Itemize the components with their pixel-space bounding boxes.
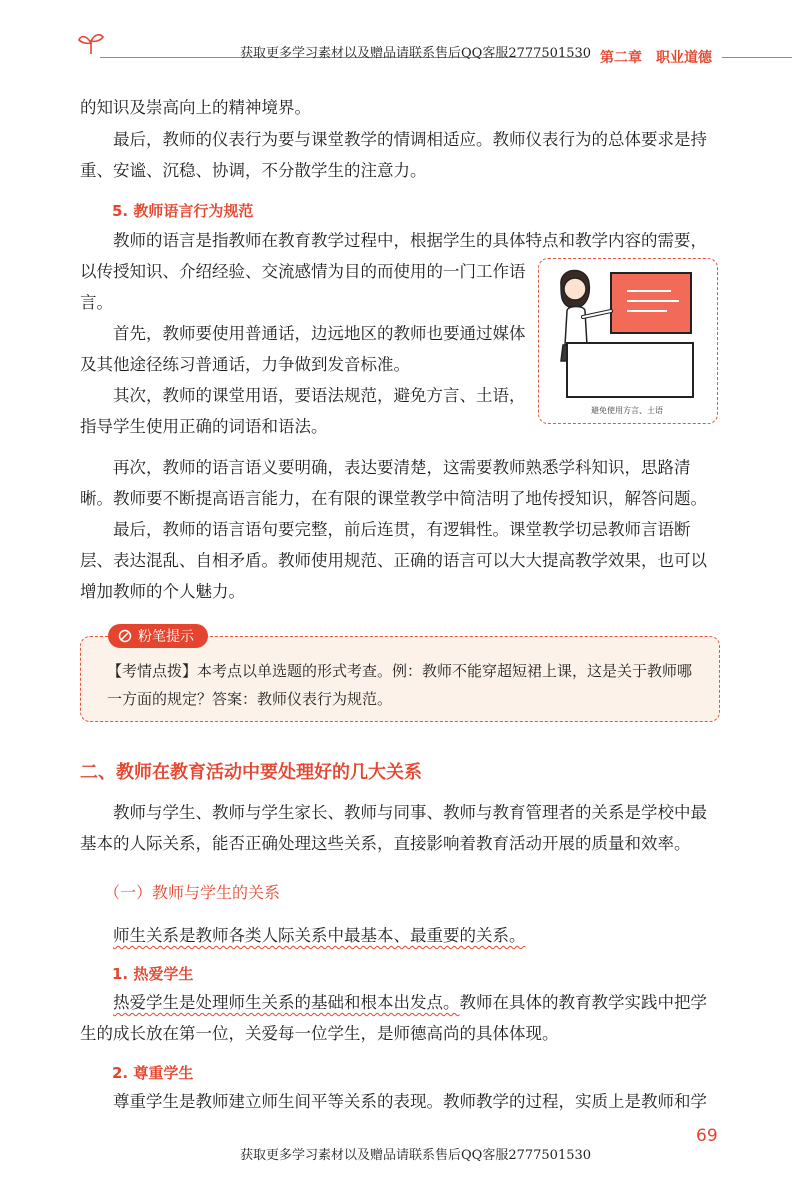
paragraph-continuation: 的知识及崇高向上的精神境界。 (80, 98, 311, 117)
chapter-title: 第二章 职业道德 (600, 50, 712, 66)
tip-label-pill (108, 624, 208, 648)
heading-respect-students: 2. 尊重学生 (112, 1064, 194, 1082)
paragraph-mandarin: 首先，教师要使用普通话，边远地区的教师也要通过媒体及其他途径练习普通话，力争做到发音标准。 (80, 324, 526, 374)
heading-language-norms: 5. 教师语言行为规范 (112, 202, 254, 220)
paragraph-respect-students: 尊重学生是教师建立师生间平等关系的表现。教师教学的过程，实质上是教师和学 (113, 1092, 707, 1111)
paragraph-appearance: 最后，教师的仪表行为要与课堂教学的情调相适应。教师仪表行为的总体要求是持重、安谧、沉稳、协调，不分散学生的注意力。 (80, 130, 707, 180)
tip-label: 粉笔提示 (138, 629, 194, 645)
core-relation-underlined: 师生关系是教师各类人际关系中最基本、最重要的关系。 (113, 926, 526, 945)
tip-tag: 【考情点拨】 (107, 662, 198, 680)
teacher-illustration (539, 259, 717, 399)
subsection-teacher-student: （一）教师与学生的关系 (104, 883, 281, 902)
tip-body: 本考点以单选题的形式考查。例：教师不能穿超短裙上课，这是关于教师哪一方面的规定？答案：教师仪表行为规范。 (107, 662, 693, 708)
paragraph-grammar: 其次，教师的课堂用语，要语法规范，避免方言、土语，指导学生使用正确的词语和语法。 (80, 386, 526, 436)
paragraph-love-students (80, 987, 720, 1049)
paragraph-language-intro-cont: 以传授知识、介绍经验、交流感情为目的而使用的一门工作语言。 (80, 262, 526, 312)
paragraph-completeness: 最后，教师的语言语句要完整，前后连贯，有逻辑性。课堂教学切忌教师言语断层、表达混乱、自相矛盾。教师使用规范、正确的语言可以大大提高教学效果，也可以增加教师的个人魅力。 (80, 520, 707, 601)
page-number: 69 (696, 1126, 718, 1146)
section-intro: 教师与学生、教师与学生家长、教师与同事、教师与教育管理者的关系是学校中最基本的人际关系，能否正确处理这些关系，直接影响着教育活动开展的质量和效率。 (80, 803, 707, 853)
love-students-rest: 教师在具体的教育教学实践中把学生的成长放在第一位，关爱每一位学生，是师德高尚的具体体现。 (80, 993, 707, 1043)
footer-promo: 获取更多学习素材以及赠品请联系售后QQ客服2777501530 (240, 1148, 592, 1163)
heading-love-students: 1. 热爱学生 (112, 965, 194, 983)
header-leaf-icon (76, 28, 106, 58)
paragraph-core-relation (80, 920, 720, 951)
section-title: 二、教师在教育活动中要处理好的几大关系 (80, 762, 422, 783)
paragraph-clarity: 再次，教师的语言语义要明确，表达要清楚，这需要教师熟悉学科知识，思路清晰。教师要不断提高语言能力，在有限的课堂教学中简洁明了地传授知识，解答问题。 (80, 458, 707, 508)
love-students-underlined: 热爱学生是处理师生关系的基础和根本出发点。 (113, 993, 460, 1012)
illustration-box (538, 258, 718, 424)
header-promo: 获取更多学习素材以及赠品请联系售后QQ客服2777501530 (240, 46, 592, 61)
no-sign-icon (118, 629, 132, 643)
illustration-caption: 避免使用方言、土语 (591, 406, 663, 415)
tip-text (107, 657, 703, 713)
paragraph-language-intro: 教师的语言是指教师在教育教学过程中，根据学生的具体特点和教学内容的需要， (113, 231, 707, 250)
header-rule-right (722, 57, 792, 58)
tip-box (80, 636, 720, 722)
